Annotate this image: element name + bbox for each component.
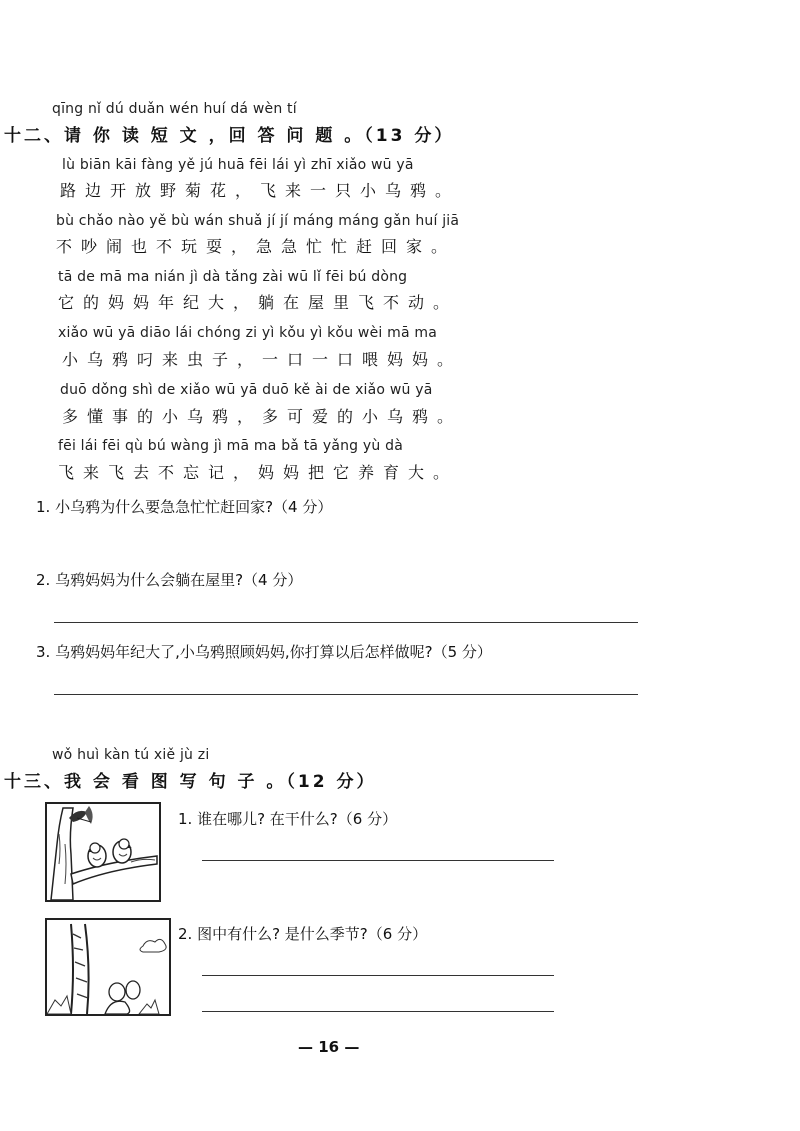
answer-line-12-2[interactable] xyxy=(54,622,638,623)
page-number: — 16 — xyxy=(298,1038,360,1056)
poem-line-3: 它的妈妈年纪大，躺在屋里飞不动。 xyxy=(58,293,459,312)
question-12-3: 3. 乌鸦妈妈年纪大了,小乌鸦照顾妈妈,你打算以后怎样做呢?（5 分） xyxy=(36,643,492,661)
answer-line-13-1[interactable] xyxy=(202,860,554,861)
poem-line-2-pinyin: bù chǎo nào yě bù wán shuǎ jí jí máng máng gǎn huí jiā xyxy=(56,213,460,229)
birds-on-branch-illustration xyxy=(47,804,159,900)
poem-line-2: 不吵闹也不玩耍，急急忙忙赶回家。 xyxy=(56,237,457,256)
picture-birds-on-branch xyxy=(45,802,161,902)
poem-line-1: 路边开放野菊花，飞来一只小乌鸦。 xyxy=(60,181,461,200)
poem-line-3-pinyin: tā de mā ma nián jì dà tǎng zài wū lǐ fēi bú dòng xyxy=(58,269,408,285)
poem-line-5: 多懂事的小乌鸦，多可爱的小乌鸦。 xyxy=(62,407,463,426)
section12-title: 十二、请 你 读 短 文 ，回 答 问 题 。（13 分） xyxy=(4,126,455,146)
poem-line-1-pinyin: lù biān kāi fàng yě jú huā fēi lái yì zhī xiǎo wū yā xyxy=(62,157,414,173)
section12-pinyin: qīng nǐ dú duǎn wén huí dá wèn tí xyxy=(52,101,297,117)
answer-line-12-3[interactable] xyxy=(54,694,638,695)
tree-and-birds-illustration xyxy=(47,920,169,1014)
poem-line-5-pinyin: duō dǒng shì de xiǎo wū yā duō kě ài de xiǎo wū yā xyxy=(60,382,433,398)
poem-line-6: 飞来飞去不忘记，妈妈把它养育大。 xyxy=(58,463,459,482)
question-13-1: 1. 谁在哪儿? 在干什么?（6 分） xyxy=(178,810,398,828)
question-12-2: 2. 乌鸦妈妈为什么会躺在屋里?（4 分） xyxy=(36,571,303,589)
picture-tree-and-birds xyxy=(45,918,171,1016)
answer-line-13-2b[interactable] xyxy=(202,1011,554,1012)
poem-line-4-pinyin: xiǎo wū yā diāo lái chóng zi yì kǒu yì kǒu wèi mā ma xyxy=(58,325,438,341)
section13-title: 十三、我 会 看 图 写 句 子 。（12 分） xyxy=(4,772,377,792)
question-12-1: 1. 小乌鸦为什么要急急忙忙赶回家?（4 分） xyxy=(36,498,333,516)
poem-line-4: 小乌鸦叼来虫子，一口一口喂妈妈。 xyxy=(62,350,463,369)
question-13-2: 2. 图中有什么? 是什么季节?（6 分） xyxy=(178,925,428,943)
answer-line-13-2a[interactable] xyxy=(202,975,554,976)
section13-pinyin: wǒ huì kàn tú xiě jù zi xyxy=(52,747,210,763)
poem-line-6-pinyin: fēi lái fēi qù bú wàng jì mā ma bǎ tā yǎng yù dà xyxy=(58,438,403,454)
